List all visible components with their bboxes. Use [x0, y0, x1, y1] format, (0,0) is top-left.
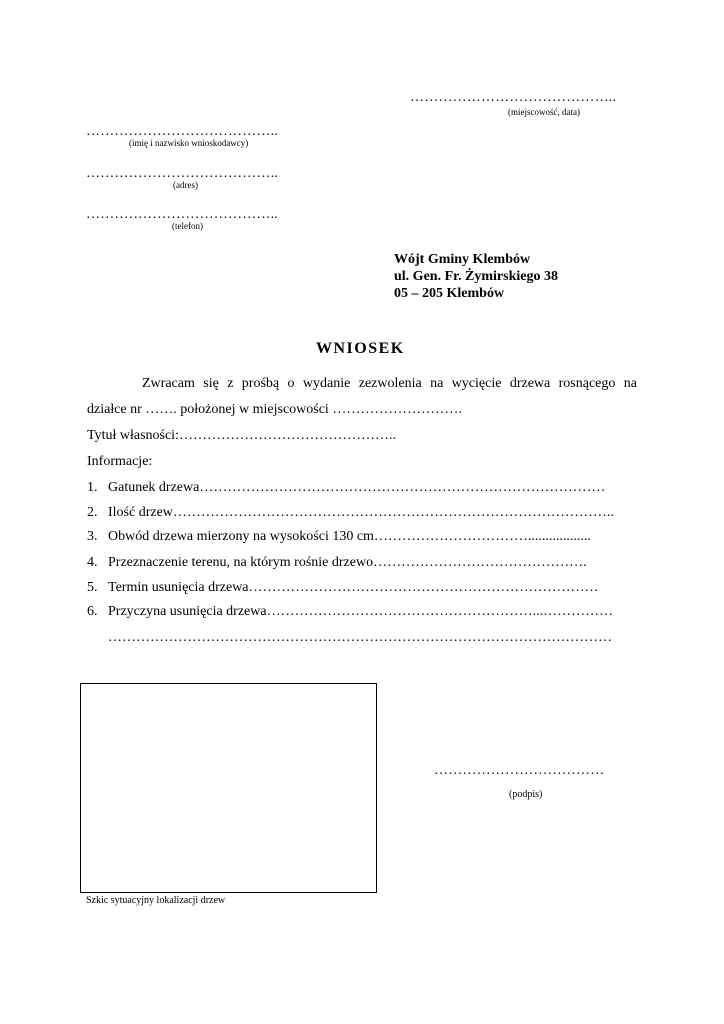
phone-caption: (telefon) — [172, 221, 203, 231]
place-date-caption: (miejscowość, data) — [508, 107, 580, 117]
phone-field: ………………………………….. — [86, 207, 278, 222]
info-item — [87, 580, 599, 596]
signature-field: ……………………………… — [434, 763, 605, 778]
request-intro-line-1: Zwracam się z prośbą o wydanie zezwolenia na wycięcie drzewa rosnącego na — [142, 376, 637, 391]
recipient-line-1: Wójt Gminy Klembów — [394, 252, 531, 267]
info-item-text: Przyczyna usunięcia drzewa…………………………………………………...…………… — [108, 604, 614, 619]
ownership-field: Tytuł własności:……………………………………….. — [87, 428, 396, 443]
sketch-caption: Szkic sytuacyjny lokalizacji drzew — [86, 895, 226, 906]
request-intro-line-2: działce nr ……. położonej w miejscowości ………………………. — [87, 402, 462, 417]
recipient-address — [394, 251, 558, 302]
info-item — [87, 480, 605, 496]
info-item — [87, 555, 587, 571]
info-item-number: 1. — [87, 480, 98, 495]
info-item-number: 3. — [87, 529, 98, 544]
info-heading: Informacje: — [87, 454, 153, 469]
info-item-text: Przeznaczenie terenu, na którym rośnie drzewo………………………………………. — [108, 555, 587, 570]
place-date-field: …………………………………….. — [410, 90, 617, 105]
info-item-text: Gatunek drzewa…………………………………………………………………………… — [108, 480, 606, 495]
reason-continuation-line: ……………………………………………………………………………………………… — [108, 630, 612, 645]
recipient-line-3: 05 – 205 Klembów — [394, 286, 505, 301]
info-item-number: 4. — [87, 555, 98, 570]
info-item-number: 5. — [87, 580, 98, 595]
info-item-text: Obwód drzewa mierzony na wysokości 130 cm…………………………….................. — [108, 529, 591, 544]
address-caption: (adres) — [173, 180, 198, 190]
info-item — [87, 505, 614, 521]
applicant-name-field: ………………………………….. — [86, 124, 278, 139]
signature-caption: (podpis) — [509, 789, 543, 800]
applicant-name-caption: (imię i nazwisko wnioskodawcy) — [129, 138, 249, 148]
recipient-line-2: ul. Gen. Fr. Żymirskiego 38 — [394, 269, 558, 284]
info-item — [87, 604, 613, 620]
info-item-number: 6. — [87, 604, 98, 619]
address-field: ………………………………….. — [86, 166, 278, 181]
info-item — [87, 529, 591, 545]
info-item-text: Termin usunięcia drzewa………………………………………………………………… — [108, 580, 599, 595]
sketch-box — [80, 683, 377, 893]
info-item-number: 2. — [87, 505, 98, 520]
info-item-text: Ilość drzew………………………………………………………………………………….. — [108, 505, 614, 520]
document-title: WNIOSEK — [316, 340, 405, 357]
